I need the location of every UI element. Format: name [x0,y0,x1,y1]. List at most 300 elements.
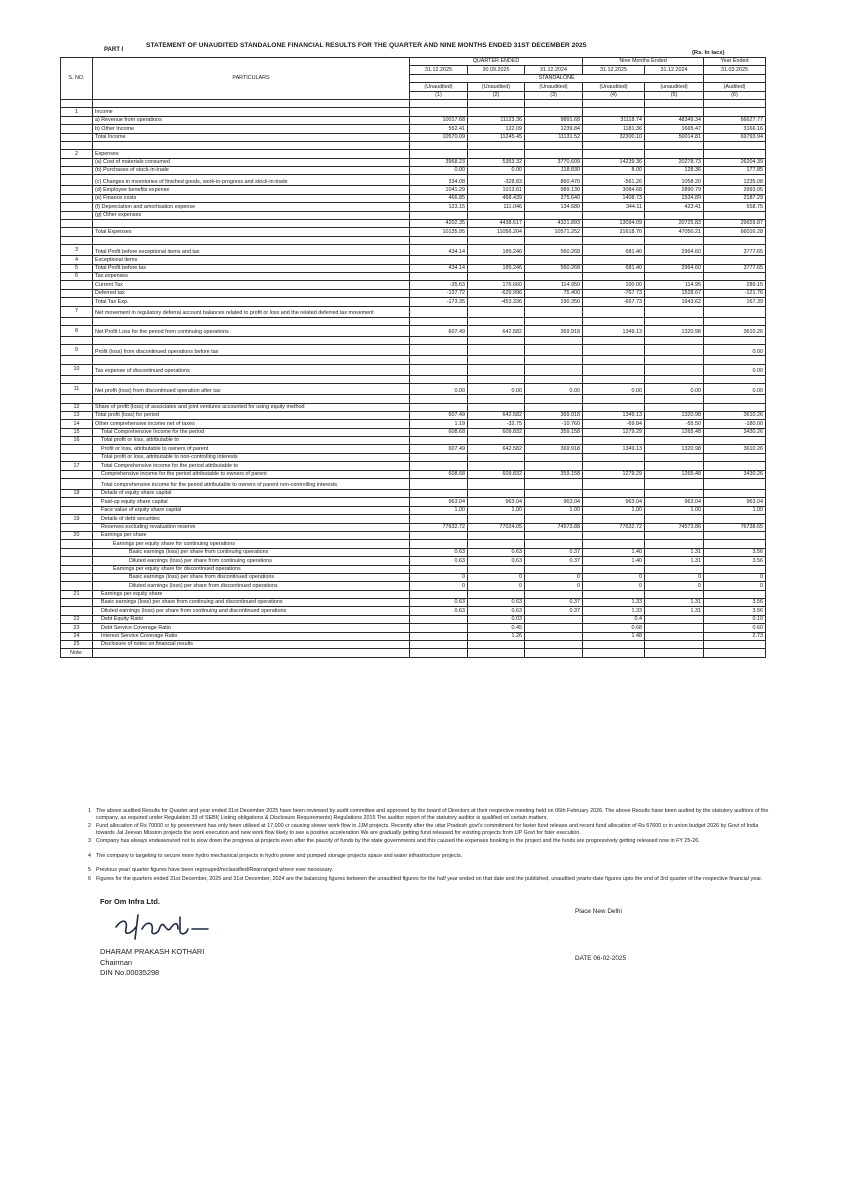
row-sno [61,582,93,590]
row-value [525,364,583,375]
row-value: -121.76 [704,289,766,297]
row-value [525,453,583,461]
row-value: 0.00 [468,384,525,395]
row-value [410,256,468,264]
table-row [61,194,766,202]
row-sno: 4 [61,256,93,264]
row-value: 334.08 [410,175,468,186]
row-value [410,615,468,623]
row-value: 47050.21 [645,228,704,236]
header-date: 31.12.2024 [525,66,583,74]
row-value: 189.246 [468,245,525,256]
row-sno [61,540,93,548]
row-value [583,531,645,539]
row-particulars: Net movement in regulatory deferral account balances related to profit or loss and the related deferred tax movement [93,306,410,317]
row-particulars: Total Tax Exp. [93,298,410,306]
row-particulars: Total Expenses [93,228,410,236]
table-row [61,649,766,657]
row-value [645,141,704,149]
row-sno: 1 [61,108,93,116]
row-value [468,108,525,116]
row-value: 369.918 [525,411,583,419]
row-particulars: Earnings per equity share [93,590,410,598]
row-value [410,490,468,498]
row-value [468,453,525,461]
row-value [468,306,525,317]
row-sno [61,557,93,565]
table-row [61,150,766,158]
row-value [468,462,525,470]
row-value: 3430.26 [704,428,766,436]
row-value: 963.04 [704,498,766,506]
row-value [583,453,645,461]
row-value [704,236,766,244]
row-value: 1.40 [583,557,645,565]
row-value: 3166.16 [704,125,766,133]
part-label: PART I [104,47,124,53]
row-value: 66016.28 [704,228,766,236]
row-particulars: Exceptional items [93,256,410,264]
row-value [645,99,704,107]
row-particulars: Total Comprehensive income for the period attributable to [93,462,410,470]
row-value: 0.03 [468,615,525,623]
row-value: 2.73 [704,632,766,640]
table-row [61,420,766,428]
row-value: 359.158 [525,428,583,436]
row-particulars: Tax expense of discontinued operations [93,364,410,375]
row-particulars: Diluted earnings (loss) per share from discontinued operations [93,582,410,590]
row-value: 0 [704,582,766,590]
row-value [645,437,704,445]
row-value: 681.40 [583,245,645,256]
table-row [61,203,766,211]
table-row [61,582,766,590]
row-value: 3610.26 [704,445,766,453]
row-value [410,317,468,325]
row-value [468,236,525,244]
row-value [645,632,704,640]
row-value: 77632.72 [410,523,468,531]
row-value: 50014.81 [645,133,704,141]
row-value [645,462,704,470]
row-value: 31618.70 [583,228,645,236]
row-sno: 22 [61,615,93,623]
row-value: 0.45 [468,624,525,632]
row-value [525,531,583,539]
row-value [468,336,525,344]
row-value [468,150,525,158]
row-sno: 10 [61,364,93,375]
row-value: 1.19 [410,420,468,428]
table-body [61,99,766,657]
row-particulars: Total profit or loss, attributable to [93,437,410,445]
row-value: -10.760 [525,420,583,428]
row-value: 0.63 [410,557,468,565]
row-value: 66627.77 [704,116,766,124]
row-value [645,531,704,539]
row-value [468,565,525,573]
header-standalone: STANDALONE [410,74,704,82]
row-value [525,403,583,411]
row-value [704,272,766,280]
row-value: 77632.72 [583,523,645,531]
row-particulars: Earnings per equity share for discontinued operations [93,565,410,573]
note-number: 6 [88,875,91,882]
row-value: 0.00 [704,384,766,395]
row-value [704,99,766,107]
row-sno [61,158,93,166]
row-particulars: (c) Changes in inventories of finished goods, work-in-progress and stock-in-trade [93,175,410,186]
note-number: 5 [88,867,91,873]
row-value: 1408.73 [583,194,645,202]
row-value [583,345,645,356]
row-value: 3084.68 [583,186,645,194]
header-date: 31.12.2025 [410,66,468,74]
row-value: 10571.252 [525,228,583,236]
row-value: 0.4 [583,615,645,623]
note-number: 2 [88,823,91,829]
row-value [583,437,645,445]
row-value [583,565,645,573]
row-value: 0.00 [583,384,645,395]
row-particulars: Other comprehensive income net of taxes [93,420,410,428]
row-value: 1013.61 [468,186,525,194]
row-value [410,345,468,356]
row-value [468,364,525,375]
row-value [645,565,704,573]
row-value: 167.39 [704,298,766,306]
row-particulars: Net profit (loss) from discontinued operation after tax [93,384,410,395]
row-value: 1320.98 [645,411,704,419]
row-particulars: Total comprehensive income for the period attributable to owners of parent non-controlling interests [93,479,410,490]
row-value [704,649,766,657]
row-value: 0.63 [468,607,525,615]
row-value: 1279.29 [583,470,645,478]
table-row [61,298,766,306]
row-value [704,211,766,219]
statement-title: STATEMENT OF UNAUDITED STANDALONE FINANCIAL RESULTS FOR THE QUARTER AND NINE MONTHS ENDED 31ST DECEMBER 2025 [146,42,587,49]
row-value [583,236,645,244]
row-value [525,641,583,649]
row-value [704,565,766,573]
row-sno [61,186,93,194]
row-value [645,345,704,356]
table-row [61,125,766,133]
row-value: 26204.39 [704,158,766,166]
row-value: 3.56 [704,548,766,556]
table-row [61,632,766,640]
row-value: 69793.94 [704,133,766,141]
header-date: 31.03.2025 [704,66,766,74]
row-value [525,624,583,632]
row-value: 289.15 [704,281,766,289]
row-sno: Note: [61,649,93,657]
row-value: 0.00 [704,364,766,375]
table-row [61,272,766,280]
header-status: (Unaudited) [583,83,645,91]
header-status: (Unaudited) [410,83,468,91]
signatory-din: DIN No.00035298 [100,968,160,977]
row-value [645,375,704,383]
row-value: 10570.09 [410,133,468,141]
row-value: -137.72 [410,289,468,297]
row-value: 118.830 [525,167,583,175]
row-value [525,141,583,149]
row-value: 134.680 [525,203,583,211]
row-value: 434.14 [410,245,468,256]
row-particulars: Total Comprehensive Income for the period [93,428,410,436]
row-value: 3.56 [704,557,766,565]
row-particulars [93,336,410,344]
row-value [410,624,468,632]
row-value: -32.75 [468,420,525,428]
row-sno: 17 [61,462,93,470]
header-status: (Audited) [704,83,766,91]
row-value: 77024.05 [468,523,525,531]
row-sno [61,236,93,244]
row-particulars [93,141,410,149]
row-value: 1.00 [468,506,525,514]
row-particulars [93,317,410,325]
row-value [468,641,525,649]
row-value: 10135.95 [410,228,468,236]
row-value: 609.832 [468,428,525,436]
row-value: 0.68 [583,624,645,632]
note-item [88,853,772,860]
row-sno [61,498,93,506]
row-value [525,375,583,383]
header-colnum: (5) [645,91,704,99]
row-value: 344.11 [583,203,645,211]
row-value [525,272,583,280]
row-value: 0.37 [525,557,583,565]
row-value: 14239.36 [583,158,645,166]
row-particulars: Profit or loss, attributable to owners of parent [93,445,410,453]
row-sno [61,375,93,383]
table-row [61,236,766,244]
row-value: 1041.29 [410,186,468,194]
row-value: 20725.83 [645,220,704,228]
header-colnum: (6) [704,91,766,99]
row-value: 1.31 [645,599,704,607]
row-value [410,531,468,539]
header-colnum: (3) [525,91,583,99]
row-value [704,256,766,264]
row-value: 11245.45 [468,133,525,141]
financial-results-table [60,57,766,658]
row-value [645,395,704,403]
row-particulars: a) Revenue from operations [93,116,410,124]
row-value: 0.63 [468,599,525,607]
table-row [61,453,766,461]
row-particulars [93,375,410,383]
row-value [583,141,645,149]
row-value [645,590,704,598]
row-value: 0.63 [410,548,468,556]
row-value: 1.40 [583,548,645,556]
row-sno [61,289,93,297]
row-value [583,272,645,280]
table-row [61,116,766,124]
table-row [61,336,766,344]
row-value: 0 [468,582,525,590]
row-particulars [93,356,410,364]
row-value [704,150,766,158]
note-number: 4 [88,852,91,859]
row-value: 369.918 [525,325,583,336]
row-sno [61,479,93,490]
row-value [583,306,645,317]
row-value [525,99,583,107]
row-value: 0.10 [704,615,766,623]
row-value: 3968.23 [410,158,468,166]
row-sno [61,211,93,219]
row-value: 963.04 [410,498,468,506]
row-value [468,515,525,523]
row-value [410,479,468,490]
row-particulars: (a) Cost of materials consumed [93,158,410,166]
row-value [410,108,468,116]
row-value [410,462,468,470]
row-value [704,336,766,344]
signatory-block [100,947,204,979]
row-sno [61,356,93,364]
row-value: 359.158 [525,470,583,478]
table-row [61,557,766,565]
row-value: 1349.13 [583,445,645,453]
row-value [704,108,766,116]
row-value: 13094.09 [583,220,645,228]
row-value: 4438.617 [468,220,525,228]
row-value: 1349.13 [583,325,645,336]
row-value: 11123.36 [468,116,525,124]
row-value [410,336,468,344]
row-particulars: b) Other Income [93,125,410,133]
row-sno [61,470,93,478]
table-row [61,364,766,375]
row-particulars: Diluted earnings (loss) per share from continuing operations [93,557,410,565]
row-value: -180.00 [704,420,766,428]
row-value: 0 [525,573,583,581]
row-value [583,211,645,219]
row-value: 3777.65 [704,245,766,256]
row-particulars: Share of profit (loss) of associates and joint ventures accounted for using equity method [93,403,410,411]
row-value [468,211,525,219]
row-value [410,364,468,375]
row-value [410,356,468,364]
row-value: 989.130 [525,186,583,194]
row-sno [61,317,93,325]
row-value [704,317,766,325]
table-row [61,375,766,383]
row-value [583,462,645,470]
row-value: 189.246 [468,264,525,272]
row-sno [61,607,93,615]
row-sno: 18 [61,490,93,498]
row-value: 74573.86 [645,523,704,531]
row-value: 434.14 [410,264,468,272]
row-value: 20278.73 [645,158,704,166]
row-value: 607.49 [410,411,468,419]
row-value [704,403,766,411]
row-value [525,395,583,403]
row-value: 0.63 [410,599,468,607]
row-value: 0 [410,582,468,590]
row-value: 1.00 [645,506,704,514]
row-value: 1058.20 [645,175,704,186]
row-particulars: Expenses [93,150,410,158]
row-particulars: Total Income [93,133,410,141]
row-value: 5353.32 [468,158,525,166]
table-row [61,384,766,395]
header-date: 31.12.2024 [645,66,704,74]
row-value: -35.63 [410,281,468,289]
table-row [61,289,766,297]
row-value: 1349.13 [583,411,645,419]
row-particulars: Earnings per equity share for continuing operations [93,540,410,548]
row-value [645,364,704,375]
row-value: 1235.08 [704,175,766,186]
table-row [61,356,766,364]
row-value: 642.582 [468,411,525,419]
row-particulars: (g) Other expenses [93,211,410,219]
row-value [525,336,583,344]
table-row [61,531,766,539]
row-value: 31118.74 [583,116,645,124]
row-value: 0.37 [525,599,583,607]
table-row [61,523,766,531]
row-value [525,479,583,490]
note-text: The company is targeting to secure more hydro mechanical projects in hydro power and pumped storage projects space and water infrastructure projects. [96,852,463,859]
row-value: 8.00 [583,167,645,175]
table-row [61,548,766,556]
table-row [61,411,766,419]
row-value: 2964.60 [645,264,704,272]
row-value [645,403,704,411]
row-value [525,565,583,573]
row-value: 963.04 [583,498,645,506]
row-value: -667.73 [583,298,645,306]
row-value [645,649,704,657]
row-value [704,462,766,470]
row-value [525,437,583,445]
row-value: -55.50 [645,420,704,428]
row-value [704,395,766,403]
row-value: 111.046 [468,203,525,211]
row-value: 560.268 [525,245,583,256]
row-value: 1.00 [410,506,468,514]
row-sno: 7 [61,306,93,317]
table-row [61,428,766,436]
table-row [61,607,766,615]
row-value [525,108,583,116]
row-value [525,236,583,244]
row-particulars: Face value of equity share capital [93,506,410,514]
header-quarter-ended: QUARTER ENDED [410,58,583,66]
row-value: 608.68 [410,470,468,478]
row-value: 11131.52 [525,133,583,141]
row-value: 560.268 [525,264,583,272]
row-value [410,150,468,158]
table-row [61,498,766,506]
row-particulars: Profit (loss) from discontinued operations before tax [93,345,410,356]
row-value [704,590,766,598]
header-colnum: (2) [468,91,525,99]
row-value [583,108,645,116]
row-particulars: Total profit or loss, attributable to non-controlling interests [93,453,410,461]
row-sno: 13 [61,411,93,419]
row-value [645,306,704,317]
